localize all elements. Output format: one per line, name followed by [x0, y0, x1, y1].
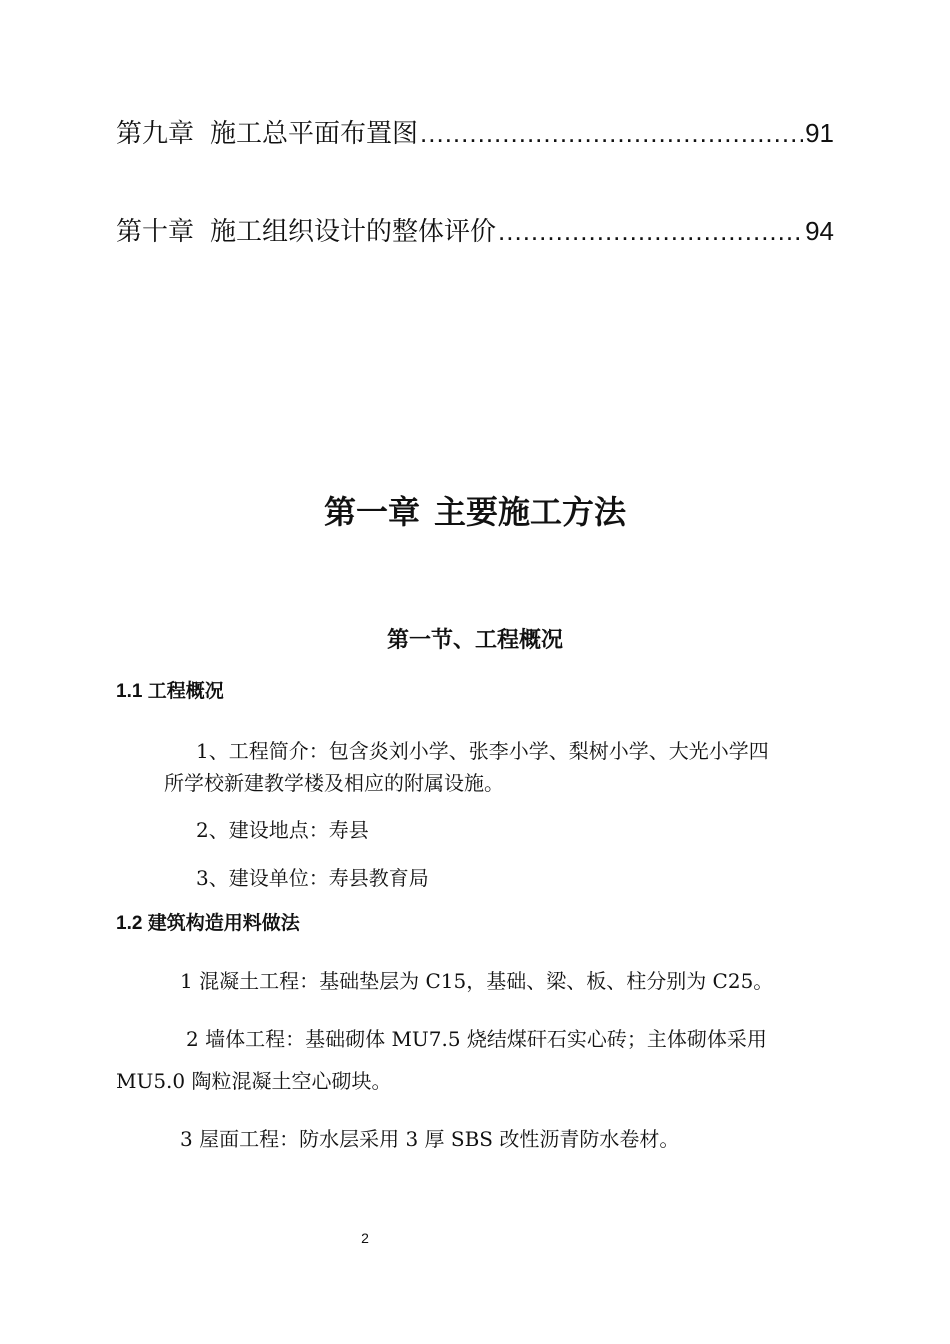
construction-site: 2、建设地点：寿县 [196, 818, 369, 842]
toc-chapter-title: 施工总平面布置图 [210, 119, 419, 149]
toc-entry-chapter-9[interactable] [116, 116, 834, 151]
subsection-heading-1-2: 1.2 建筑构造用料做法 [116, 913, 300, 934]
subsection-heading-1-1: 1.1 工程概况 [116, 681, 224, 702]
chapter-name: 主要施工方法 [434, 493, 627, 531]
project-intro-line1: 1、工程简介：包含炎刘小学、张李小学、梨树小学、大光小学四 [196, 739, 769, 763]
masonry-work-line2: MU5.0 陶粒混凝土空心砌块。 [116, 1069, 392, 1093]
toc-page-number: 94 [805, 216, 834, 246]
toc-chapter-number: 第九章 [116, 119, 195, 149]
concrete-work: 1 混凝土工程：基础垫层为 C15，基础、梁、板、柱分别为 C25。 [180, 969, 774, 993]
toc-page-number: 91 [805, 118, 834, 148]
roofing-work: 3 屋面工程：防水层采用 3 厚 SBS 改性沥青防水卷材。 [180, 1127, 680, 1151]
chapter-title [0, 490, 950, 534]
toc-dot-leader [498, 214, 803, 248]
toc-dot-leader [420, 116, 803, 150]
toc-chapter-number: 第十章 [116, 217, 195, 247]
section-title: 第一节、工程概况 [386, 627, 563, 653]
construction-owner: 3、建设单位：寿县教育局 [196, 866, 429, 890]
chapter-number: 第一章 [323, 493, 420, 531]
masonry-work-line1: 2 墙体工程：基础砌体 MU7.5 烧结煤矸石实心砖；主体砌体采用 [186, 1027, 767, 1051]
page-number: 2 [361, 1230, 369, 1246]
toc-entry-chapter-10[interactable] [116, 214, 834, 249]
toc-chapter-title: 施工组织设计的整体评价 [210, 217, 497, 247]
project-intro-line2: 所学校新建教学楼及相应的附属设施。 [164, 771, 504, 795]
